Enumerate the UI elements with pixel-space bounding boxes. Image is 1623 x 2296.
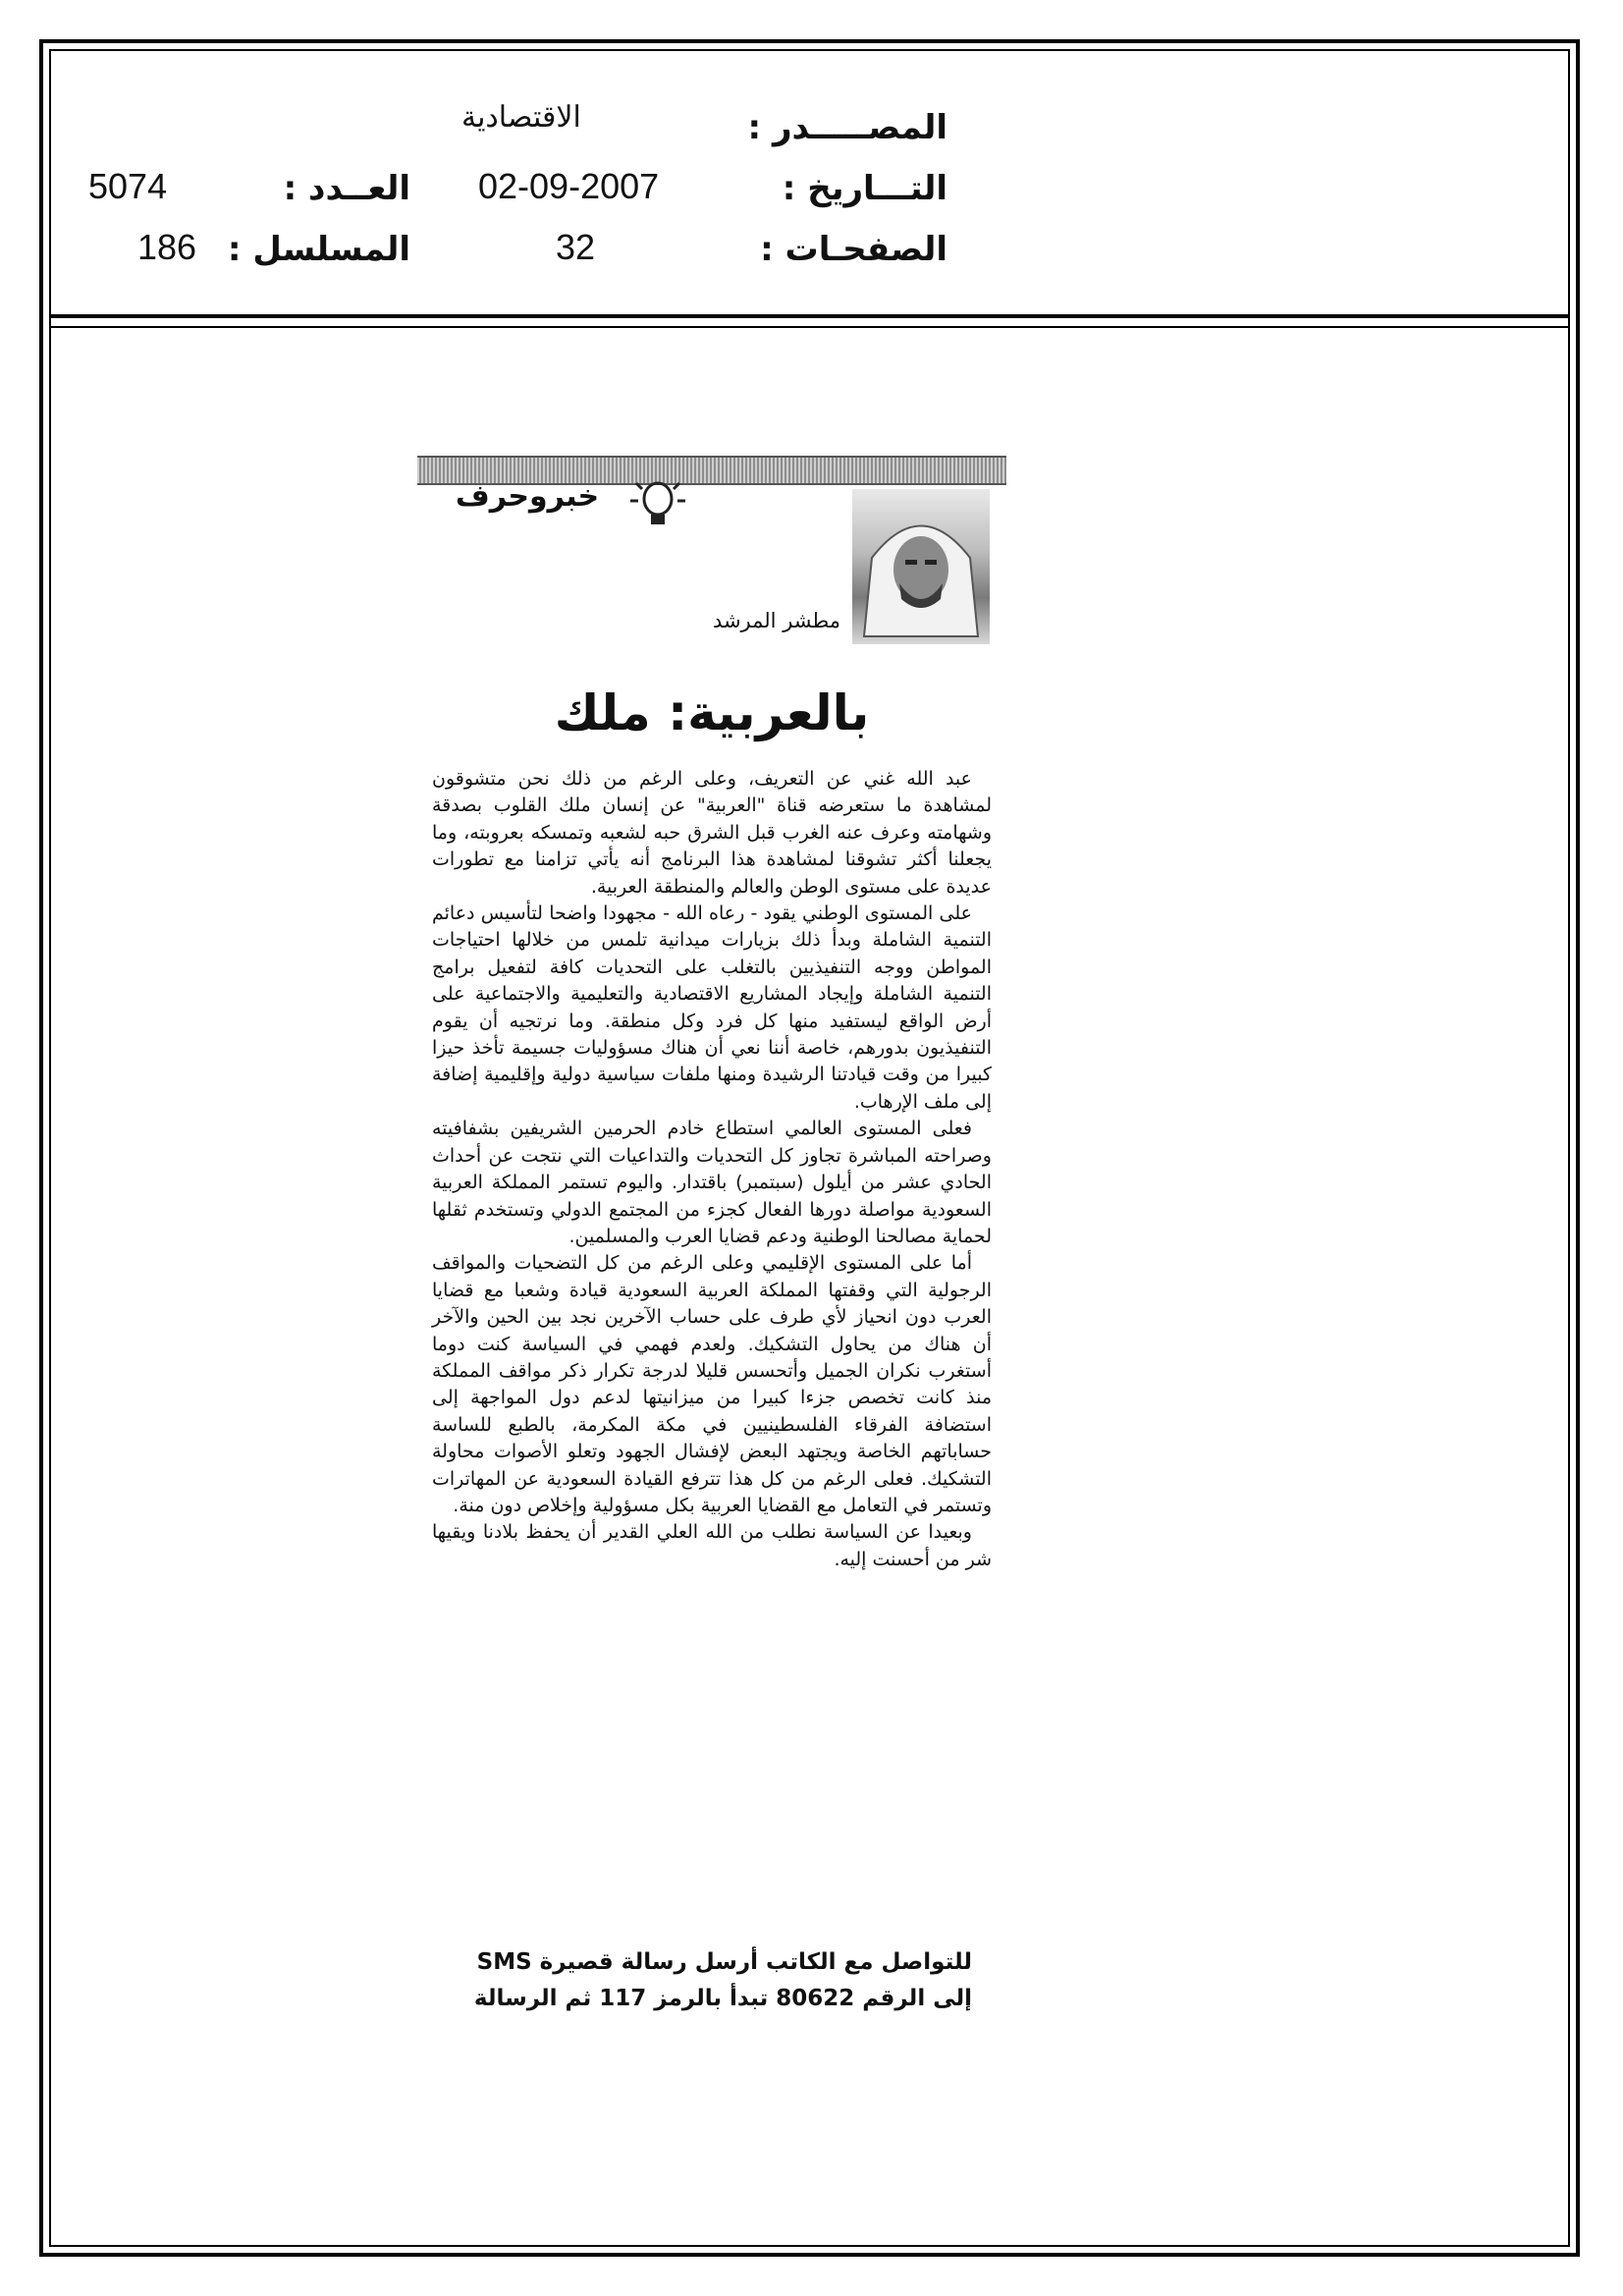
article-headline: بالعربية: ملك: [554, 684, 870, 741]
sms-contact-line-2: إلى الرقم 80622 تبدأ بالرمز 117 ثم الرسالة: [473, 1986, 972, 2011]
sms-contact-line-1: للتواصل مع الكاتب أرسل رسالة قصيرة SMS: [476, 1949, 972, 1975]
date-value: 02-09-2007: [478, 166, 660, 206]
sms-contact-note: [422, 1944, 972, 2017]
author-name: مطشر المرشد: [712, 609, 840, 632]
pages-label: الصفحـات :: [760, 230, 947, 269]
article-paragraph: فعلى المستوى العالمي استطاع خادم الحرمين الشريفين بشفافيته وصراحته المباشرة تجاوز كل التحديات والتداعيات التي نتجت عن أحداث الحادي عشر من أيلول (سبتمبر) باقتدار. واليوم تستمر المملكة العربية السعودية مواصلة دورها الفعال كجزء من المجتمع الدولي وتستخدم ثقلها لحماية مصالحنا الوطنية ودعم قضايا العرب والمسلمين.: [432, 1118, 992, 1247]
header-divider: [49, 314, 1570, 318]
column-name: خبروحرف: [455, 479, 600, 514]
article-paragraph: عبد الله غني عن التعريف، وعلى الرغم من ذلك نحن متشوقون لمشاهدة ما ستعرضه قناة "العربية" عن إنسان ملك القلوب بصدقة وشهامته وعرف عنه الغرب قبل الشرق حبه لشعبه وتمسكه بعروبته، وما يجعلنا أكثر تشوقنا لمشاهدة هذا البرنامج أنه يأتي تزامنا مع تطورات عديدة على مستوى الوطن والعالم والمنطقة العربية.: [432, 768, 992, 898]
author-photo-figure: [852, 489, 990, 644]
serial-value: 186: [137, 227, 197, 267]
article-body: [432, 766, 992, 1573]
article-paragraph: على المستوى الوطني يقود - رعاه الله - مجهودا واضحا لتأسيس دعائم التنمية الشاملة وبدأ ذلك بزيارات ميدانية تلمس من خلالها احتياجات المواطن ووجه التنفيذيين بالتغلب على التحديات كافة لتفعيل برامج التنمية الشاملة وإيجاد المشاريع الاقتصادية والتعليمية والاجتماعية على أرض الواقع ليستفيد منها كل فرد وكل منطقة. وما نرتجيه أن يقوم التنفيذيون بدورهم، خاصة أننا نعي أن هناك مسؤوليات جسيمة تأخذ حيزا كبيرا من وقت قيادتنا الرشيدة ومنها ملفات سياسية دولية وإقليمية إضافة إلى ملف الإرهاب.: [432, 902, 992, 1113]
lightbulb-icon: [628, 475, 687, 536]
pages-value: 32: [556, 227, 596, 267]
date-label: التـــاريخ :: [782, 169, 947, 208]
issue-value: 5074: [88, 166, 168, 206]
article-paragraph: وبعيدا عن السياسة نطلب من الله العلي القدير أن يحفظ بلادنا ويقيها شر من أحسنت إليه.: [432, 1521, 992, 1570]
issue-label: العــدد :: [283, 169, 410, 208]
serial-label: المسلسل :: [227, 230, 410, 269]
header-divider-inner: [49, 326, 1570, 328]
article-paragraph: أما على المستوى الإقليمي وعلى الرغم من كل التضحيات والمواقف الرجولية التي وقفتها المملكة العربية السعودية قيادة وشعبا مع قضايا العرب دون انحياز لأي طرف على حساب الآخرين نجد بين الحين والآخر أن هناك من يحاول التشكيك. ولعدم فهمي في السياسة كنت دوما أستغرب نكران الجميل وأتحسس قليلا لدرجة تكرار ذكر مواقف المملكة منذ كانت تخصص جزءا كبيرا من ميزانيتها لدعم دول المواجهة إلى استضافة الفرقاء الفلسطينيين في مكة المكرمة، بالطبع للساسة حساباتهم الخاصة ويجتهد البعض لإفشال الجهود وتعلو الأصوات محاولة التشكيك. فعلى الرغم من كل هذا تترفع القيادة السعودية عن المهاترات وتستمر في التعامل مع القضايا العربية بكل مسؤولية وإخلاص دون منة.: [432, 1252, 992, 1516]
source-value: الاقتصادية: [461, 101, 581, 134]
source-label: المصـــــدر :: [747, 108, 947, 147]
